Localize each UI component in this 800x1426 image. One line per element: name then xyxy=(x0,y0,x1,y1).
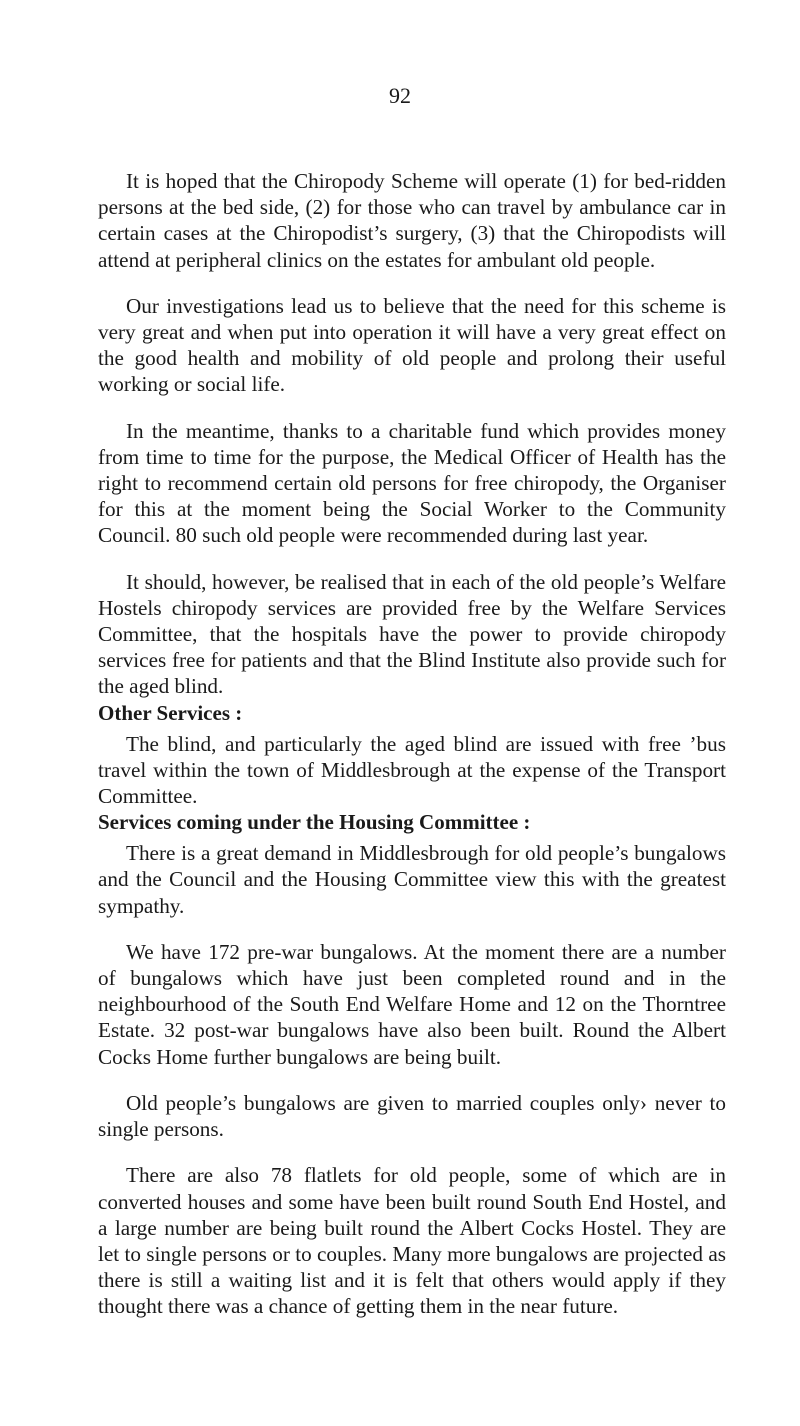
paragraph-welfare-hostels: It should, however, be realised that in each of the old people’s Welfare Hostels chiropody services are provided free by the Welfare Services Committee, that the hospitals have the power to provide chiropody services free for patients and that the Blind Institute also provide such for the aged blind. xyxy=(98,569,726,699)
paragraph-chiropody-scheme: It is hoped that the Chiropody Scheme will operate (1) for bed-ridden persons at the bed side, (2) for those who can travel by ambulance car in certain cases at the Chiropodist’s surgery, (3) that the Chiropodists will attend at peripheral clinics on the estates for ambulant old people. xyxy=(98,169,726,272)
heading-housing-services: Services coming under the Housing Committee : xyxy=(98,810,531,835)
paragraph-bus-travel: The blind, and particularly the aged blind are issued with free ’bus travel within the town of Middlesbrough at the expense of the Transport Committee. xyxy=(98,731,726,809)
paragraph-investigations: Our investigations lead us to believe that the need for this scheme is very great and when put into operation it will have a very great effect on the good health and mobility of old people and prolong their useful working or social life. xyxy=(98,293,726,397)
paragraph-charitable-fund: In the meantime, thanks to a charitable fund which provides money from time to time for the purpose, the Medical Officer of Health has the right to recommend certain old persons for free chiropody, the Organiser for this at the moment being the Social Worker to the Community Council. 80 such old people were recommended during last year. xyxy=(98,418,726,548)
page-number: 92 xyxy=(389,83,411,108)
paragraph-married-couples: Old people’s bungalows are given to married couples only› never to single persons. xyxy=(98,1090,726,1142)
page-body xyxy=(98,168,726,1320)
paragraph-prewar-bungalows: We have 172 pre-war bungalows. At the moment there are a number of bungalows which have just been completed round and in the neighbourhood of the South End Welfare Home and 12 on the Thorntree Estate. 32 post-war bungalows have also been built. Round the Albert Cocks Home further bungalows are being built. xyxy=(98,939,726,1069)
paragraph-flatlets: There are also 78 flatlets for old people, some of which are in converted houses and some have been built round South End Hostel, and a large number are being built round the Albert Cocks Hostel. They are let to single persons or to couples. Many more bungalows are projected as there is still a waiting list and it is felt that others would apply if they thought there was a chance of getting them in the near future. xyxy=(98,1163,726,1319)
paragraph-bungalow-demand: There is a great demand in Middlesbrough for old people’s bungalows and the Council and the Housing Committee view this with the greatest sympathy. xyxy=(98,841,726,918)
heading-other-services: Other Services : xyxy=(98,700,243,725)
